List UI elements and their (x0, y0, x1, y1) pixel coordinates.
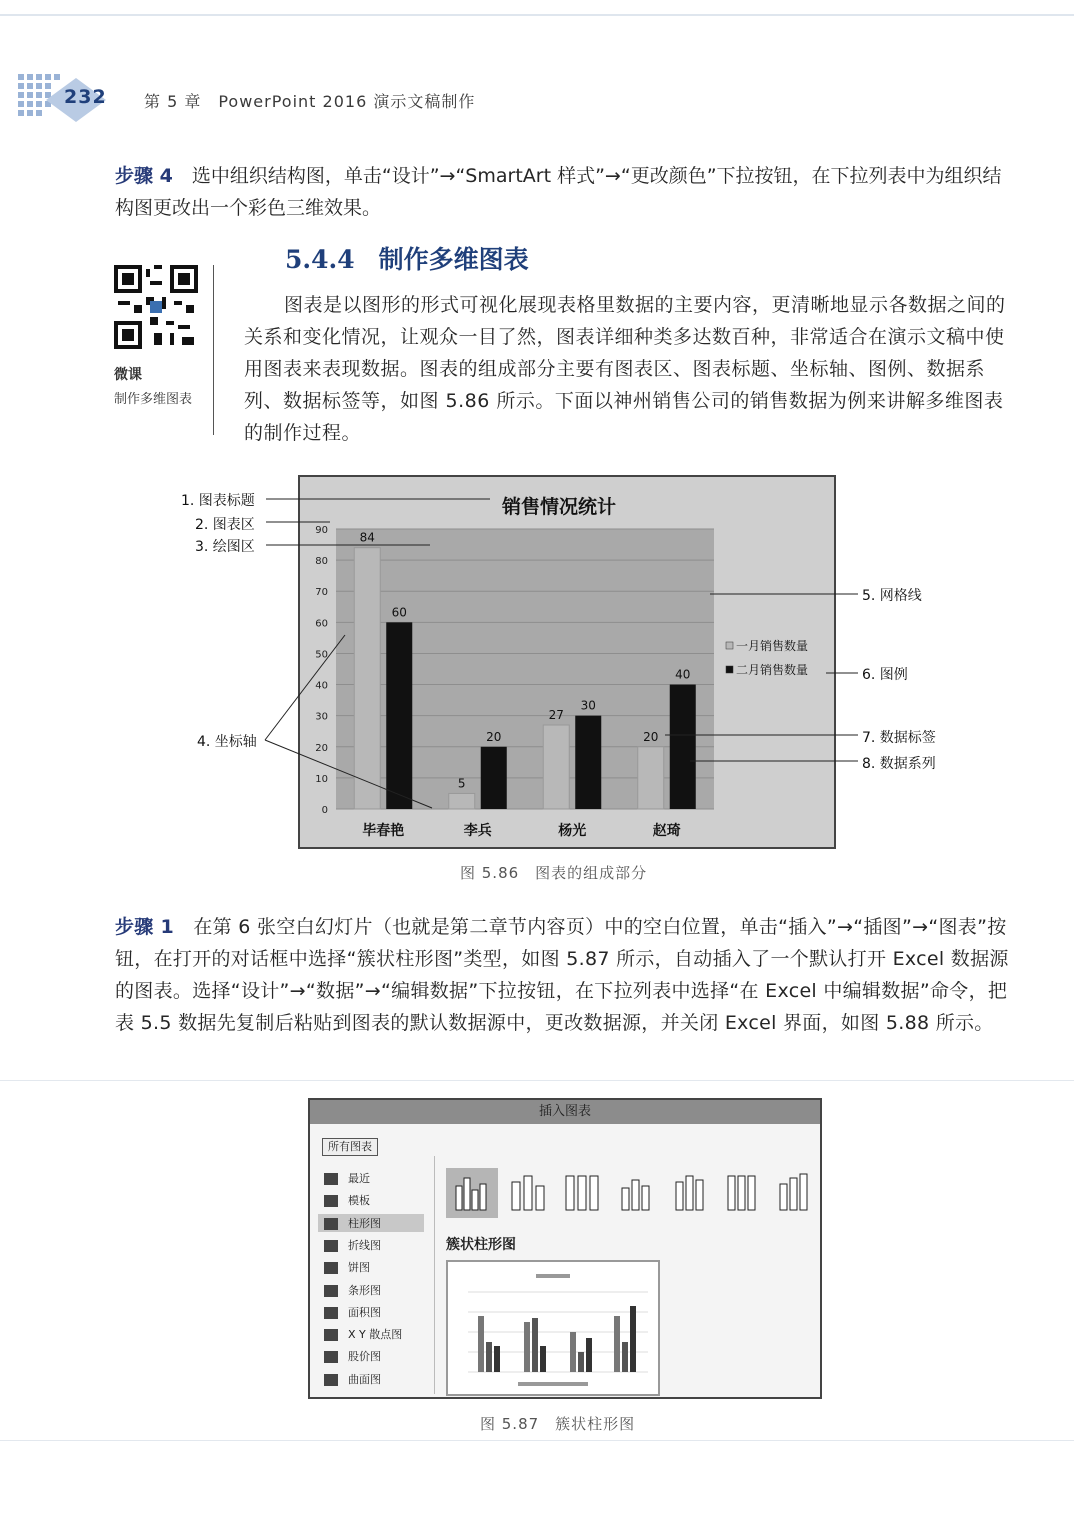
y-tick-label: 10 (315, 773, 328, 785)
data-label: 84 (359, 530, 375, 545)
line-chart-icon (324, 1240, 338, 1252)
dialog-title: 插入图表 (310, 1100, 820, 1124)
data-label: 27 (548, 708, 564, 722)
area-chart-icon (324, 1307, 338, 1319)
data-label: 5 (457, 776, 466, 791)
figure-5-86-caption: 图 5.86 图表的组成部分 (460, 864, 648, 882)
y-tick-label: 60 (315, 618, 328, 630)
section-title: 制作多维图表 (378, 245, 529, 274)
callout-data-labels: 7. 数据标签 (862, 730, 936, 746)
chart-type-item[interactable] (324, 1215, 381, 1233)
step1-text: 在第 6 张空白幻灯片（也就是第二章节内容页）中的空白位置，单击“插入”→“插图”→“图表”按钮，在打开的对话框中选择“簇状柱形图”类型，如图 5.87 所示，自动插入了一个默认打开 Excel 数据源的图表。选择“设计”→“数据”→“编辑数据”下拉按钮，在下拉列表中选择“在 Excel 中编辑数据”命令，把表 5.5 数据先复制后粘贴到图表的默认数据源中，更改数据源，并关闭 Excel 界面，如图 5.88 所示。 (115, 916, 1009, 1034)
callout-chart-title: 1. 图表标题 (181, 493, 255, 509)
pie-chart-icon (324, 1262, 338, 1274)
chart-type-item[interactable] (324, 1304, 381, 1322)
bar-chart-icon (324, 1285, 338, 1297)
chart-title: 销售情况统计 (501, 496, 617, 518)
y-tick-label: 40 (315, 680, 328, 692)
data-label: 20 (643, 729, 659, 744)
chart-type-label: 柱形图 (348, 1216, 381, 1230)
data-label: 20 (486, 729, 502, 744)
chart-type-item[interactable] (324, 1259, 370, 1277)
chart-type-item[interactable] (324, 1371, 381, 1389)
callout-legend: 6. 图例 (862, 667, 908, 683)
insert-chart-dialog (308, 1098, 822, 1399)
tab-all-charts[interactable]: 所有图表 (322, 1138, 378, 1156)
x-category-label: 李兵 (463, 823, 492, 839)
chart-subtype-title: 簇状柱形图 (446, 1237, 516, 1253)
y-tick-label: 30 (315, 711, 328, 723)
chart-type-item[interactable] (324, 1237, 381, 1255)
scan-stripe (0, 1080, 1074, 1081)
y-tick-label: 50 (315, 649, 328, 661)
chart-preview (446, 1260, 660, 1396)
scan-stripe (0, 1440, 1074, 1441)
step4-text: 选中组织结构图，单击“设计”→“SmartArt 样式”→“更改颜色”下拉按钮，在下拉列表中为组织结构图更改出一个彩色三维效果。 (115, 165, 1002, 219)
callout-gridlines: 5. 网格线 (862, 588, 922, 604)
legend-entry: 二月销售数量 (736, 663, 809, 677)
micro-lesson-title: 制作多维图表 (114, 392, 193, 407)
page-number: 232 (64, 86, 107, 108)
stock-chart-icon (324, 1351, 338, 1363)
callout-plot-area: 3. 绘图区 (195, 539, 255, 555)
figure-5-87-caption: 图 5.87 簇状柱形图 (480, 1415, 636, 1433)
callout-chart-area: 2. 图表区 (195, 517, 255, 533)
y-tick-label: 70 (315, 587, 328, 599)
chart-type-label: 股价图 (348, 1350, 381, 1364)
step4-label: 步骤 4 (115, 165, 173, 187)
y-tick-label: 90 (315, 525, 328, 536)
chart-type-label: 曲面图 (348, 1372, 381, 1386)
callout-axis: 4. 坐标轴 (197, 734, 257, 750)
recent-icon (324, 1173, 338, 1185)
intro-paragraph: 图表是以图形的形式可视化展现表格里数据的主要内容，更清晰地显示各数据之间的关系和变化情况，让观众一目了然，图表详细种类多达数百种，非常适合在演示文稿中使用图表来表现数据。图表的组成部分主要有图表区、图表标题、坐标轴、图例、数据系列、数据标签等，如图 5.86 所示。下面以神州销售公司的销售数据为例来讲解多维图表的制作过程。 (244, 294, 1006, 444)
chart-type-item[interactable] (324, 1348, 381, 1366)
chart-type-item[interactable] (324, 1282, 381, 1300)
step1-label: 步骤 1 (115, 916, 175, 938)
chart-type-item[interactable] (324, 1170, 370, 1188)
chart-type-item[interactable] (324, 1326, 402, 1344)
step1-paragraph (115, 911, 1020, 1039)
data-label: 60 (391, 605, 407, 620)
chart-type-label: 饼图 (348, 1261, 370, 1275)
chart-type-label: 条形图 (348, 1283, 381, 1297)
template-icon (324, 1195, 338, 1207)
data-label: 30 (580, 698, 596, 713)
legend-entry: 一月销售数量 (736, 639, 809, 653)
running-header: 第 5 章 PowerPoint 2016 演示文稿制作 (144, 92, 476, 111)
callout-data-series: 8. 数据系列 (862, 756, 936, 772)
y-tick-label: 0 (321, 805, 328, 816)
chart-type-label: 最近 (348, 1172, 370, 1185)
x-category-label: 毕春艳 (362, 823, 405, 839)
chart-type-label: X Y 散点图 (348, 1328, 403, 1342)
x-category-label: 杨光 (558, 823, 587, 839)
chart-type-item[interactable] (324, 1192, 370, 1210)
column-chart-icon (324, 1218, 338, 1230)
y-tick-label: 20 (315, 742, 328, 754)
data-label: 40 (675, 667, 691, 682)
chart-type-label: 面积图 (348, 1305, 381, 1319)
chart-preview-bars (448, 1262, 658, 1394)
micro-lesson-label: 微课 (114, 367, 142, 383)
chart-type-label: 折线图 (348, 1238, 381, 1252)
chart-subtype-icons (446, 1168, 816, 1220)
x-category-label: 赵琦 (652, 823, 681, 839)
section-number: 5.4.4 (285, 245, 355, 274)
chart-type-label: 模板 (348, 1194, 370, 1208)
scatter-chart-icon (324, 1329, 338, 1341)
y-tick-label: 80 (315, 556, 328, 568)
surface-chart-icon (324, 1374, 338, 1386)
